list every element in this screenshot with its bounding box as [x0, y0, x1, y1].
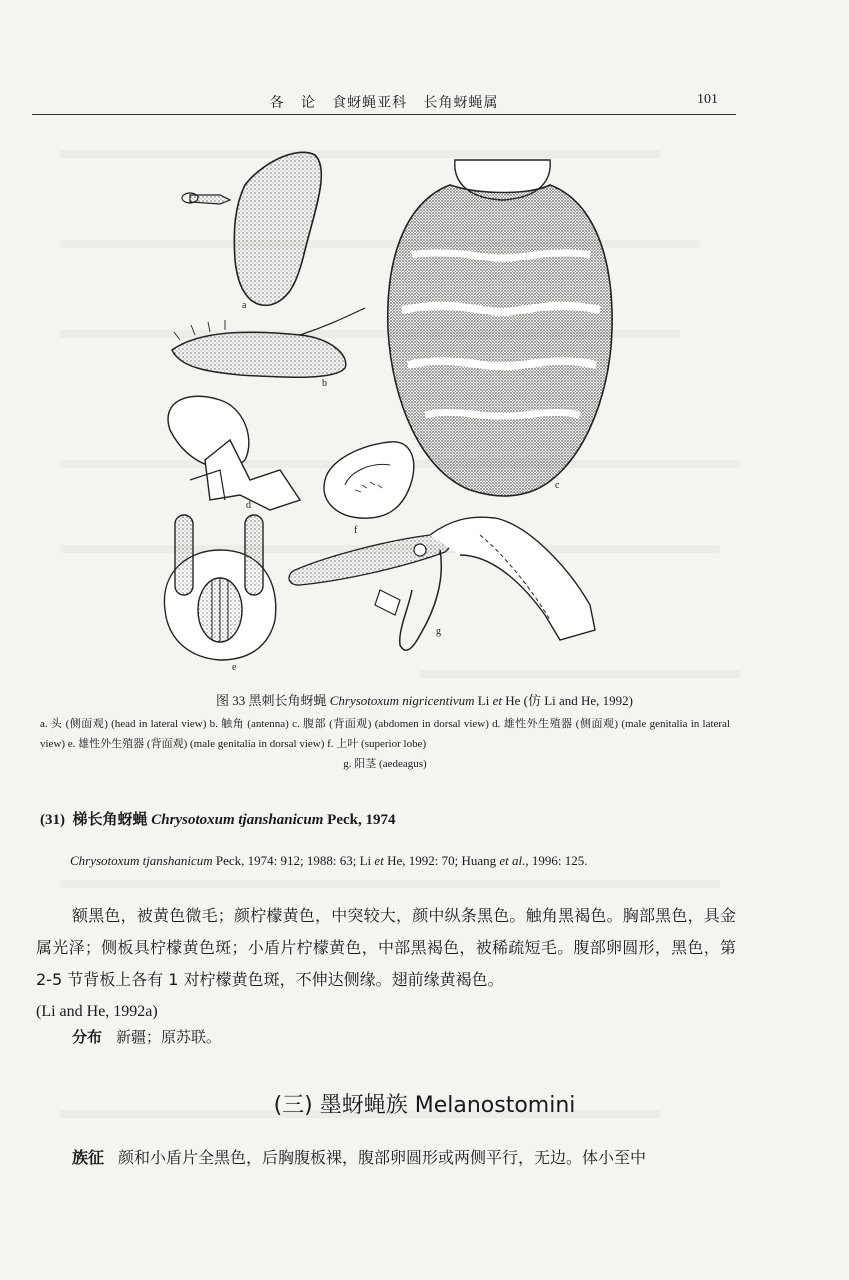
figure-label-d: d — [246, 500, 251, 511]
description-text: 额黑色，被黄色微毛；颜柠檬黄色，中突较大，颜中纵条黑色。触角黑褐色。胸部黑色，具金属光泽；侧板具柠檬黄色斑；小盾片柠檬黄色，中部黑褐色，被稀疏短毛。腹部卵圆形，黑色，第 2-5 节背板上各有 1 对柠檬黄色斑，不伸达侧缘。翅前缘黄褐色。 — [36, 906, 736, 989]
caption-latin-name: Chrysotoxum nigricentivum — [329, 693, 475, 708]
tribe-characters-text: 颜和小盾片全黑色，后胸腹板裸，腹部卵圆形或两侧平行，无边。体小至中 — [118, 1148, 647, 1167]
caption-author: Li — [474, 693, 493, 708]
caption-et: et — [492, 693, 502, 708]
figure-label-b: b — [322, 378, 327, 389]
distribution-label: 分布 — [72, 1028, 103, 1046]
figure-label-c: c — [555, 480, 560, 491]
drawing-c-abdomen — [388, 160, 612, 496]
synonymy-refs-3: , 1996: 125. — [525, 853, 588, 868]
drawing-f-superior-lobe — [324, 442, 414, 518]
species-chinese-name: 梯长角蚜蝇 — [72, 812, 148, 828]
distribution — [72, 1026, 221, 1047]
caption-parts-line: a. 头 (侧面观) (head in lateral view) b. 触角 (antenna) c. 腹部 (背面观) (abdomen in dorsal view) d. 雄性外生殖器 (侧面观) (male genitalia in lateral view) e. 雄性外生殖器 (背面观) (male genitalia in dorsal view) f. 上叶 (superior lobe) — [40, 718, 730, 750]
species-heading — [40, 808, 396, 829]
tribe-heading: (三) 墨蚜蝇族 Melanostomini — [273, 1093, 576, 1118]
synonymy-latin: Chrysotoxum tjanshanicum — [70, 853, 213, 868]
caption-suffix: He (仿 Li and He, 1992) — [501, 693, 634, 708]
tribe-characters-label: 族征 — [72, 1148, 105, 1167]
species-number: (31) — [40, 812, 65, 828]
figure-label-e: e — [232, 662, 237, 673]
synonymy-line — [70, 853, 587, 869]
tribe-characters — [72, 1145, 736, 1168]
drawing-d-genitalia-lateral — [168, 396, 300, 510]
caption-part-g: g. 阳茎 (aedeagus) — [343, 758, 427, 770]
figure-caption-title — [0, 690, 849, 709]
species-latin-name: Chrysotoxum tjanshanicum — [151, 812, 324, 828]
drawing-e-genitalia-dorsal — [164, 515, 275, 660]
figure-label-g: g — [436, 626, 441, 637]
caption-prefix: 图 33 黑刺长角蚜蝇 — [215, 693, 330, 708]
figure-drawings — [150, 140, 620, 680]
figure-33 — [150, 140, 620, 680]
synonymy-refs-1: Peck, 1974: 912; 1988: 63; Li — [212, 853, 375, 868]
species-author: Peck, 1974 — [327, 812, 396, 828]
figure-label-f: f — [354, 525, 358, 536]
species-description — [36, 900, 736, 1028]
page-number: 101 — [697, 92, 718, 107]
figure-caption-parts — [40, 714, 730, 774]
figure-label-a: a — [242, 300, 247, 311]
distribution-text: 新疆；原苏联。 — [116, 1028, 222, 1046]
running-header — [32, 90, 736, 115]
description-citation: (Li and He, 1992a) — [36, 1003, 158, 1020]
drawing-g-aedeagus — [289, 517, 595, 650]
drawing-b-antenna — [172, 308, 365, 377]
synonymy-refs-2: He, 1992: 70; Huang — [383, 853, 500, 868]
running-title: 各 论 食蚜蝇亚科 长角蚜蝇属 — [269, 95, 499, 111]
synonymy-et: et — [374, 853, 384, 868]
drawing-a-head — [182, 152, 321, 305]
synonymy-et-al: et al. — [499, 853, 526, 868]
